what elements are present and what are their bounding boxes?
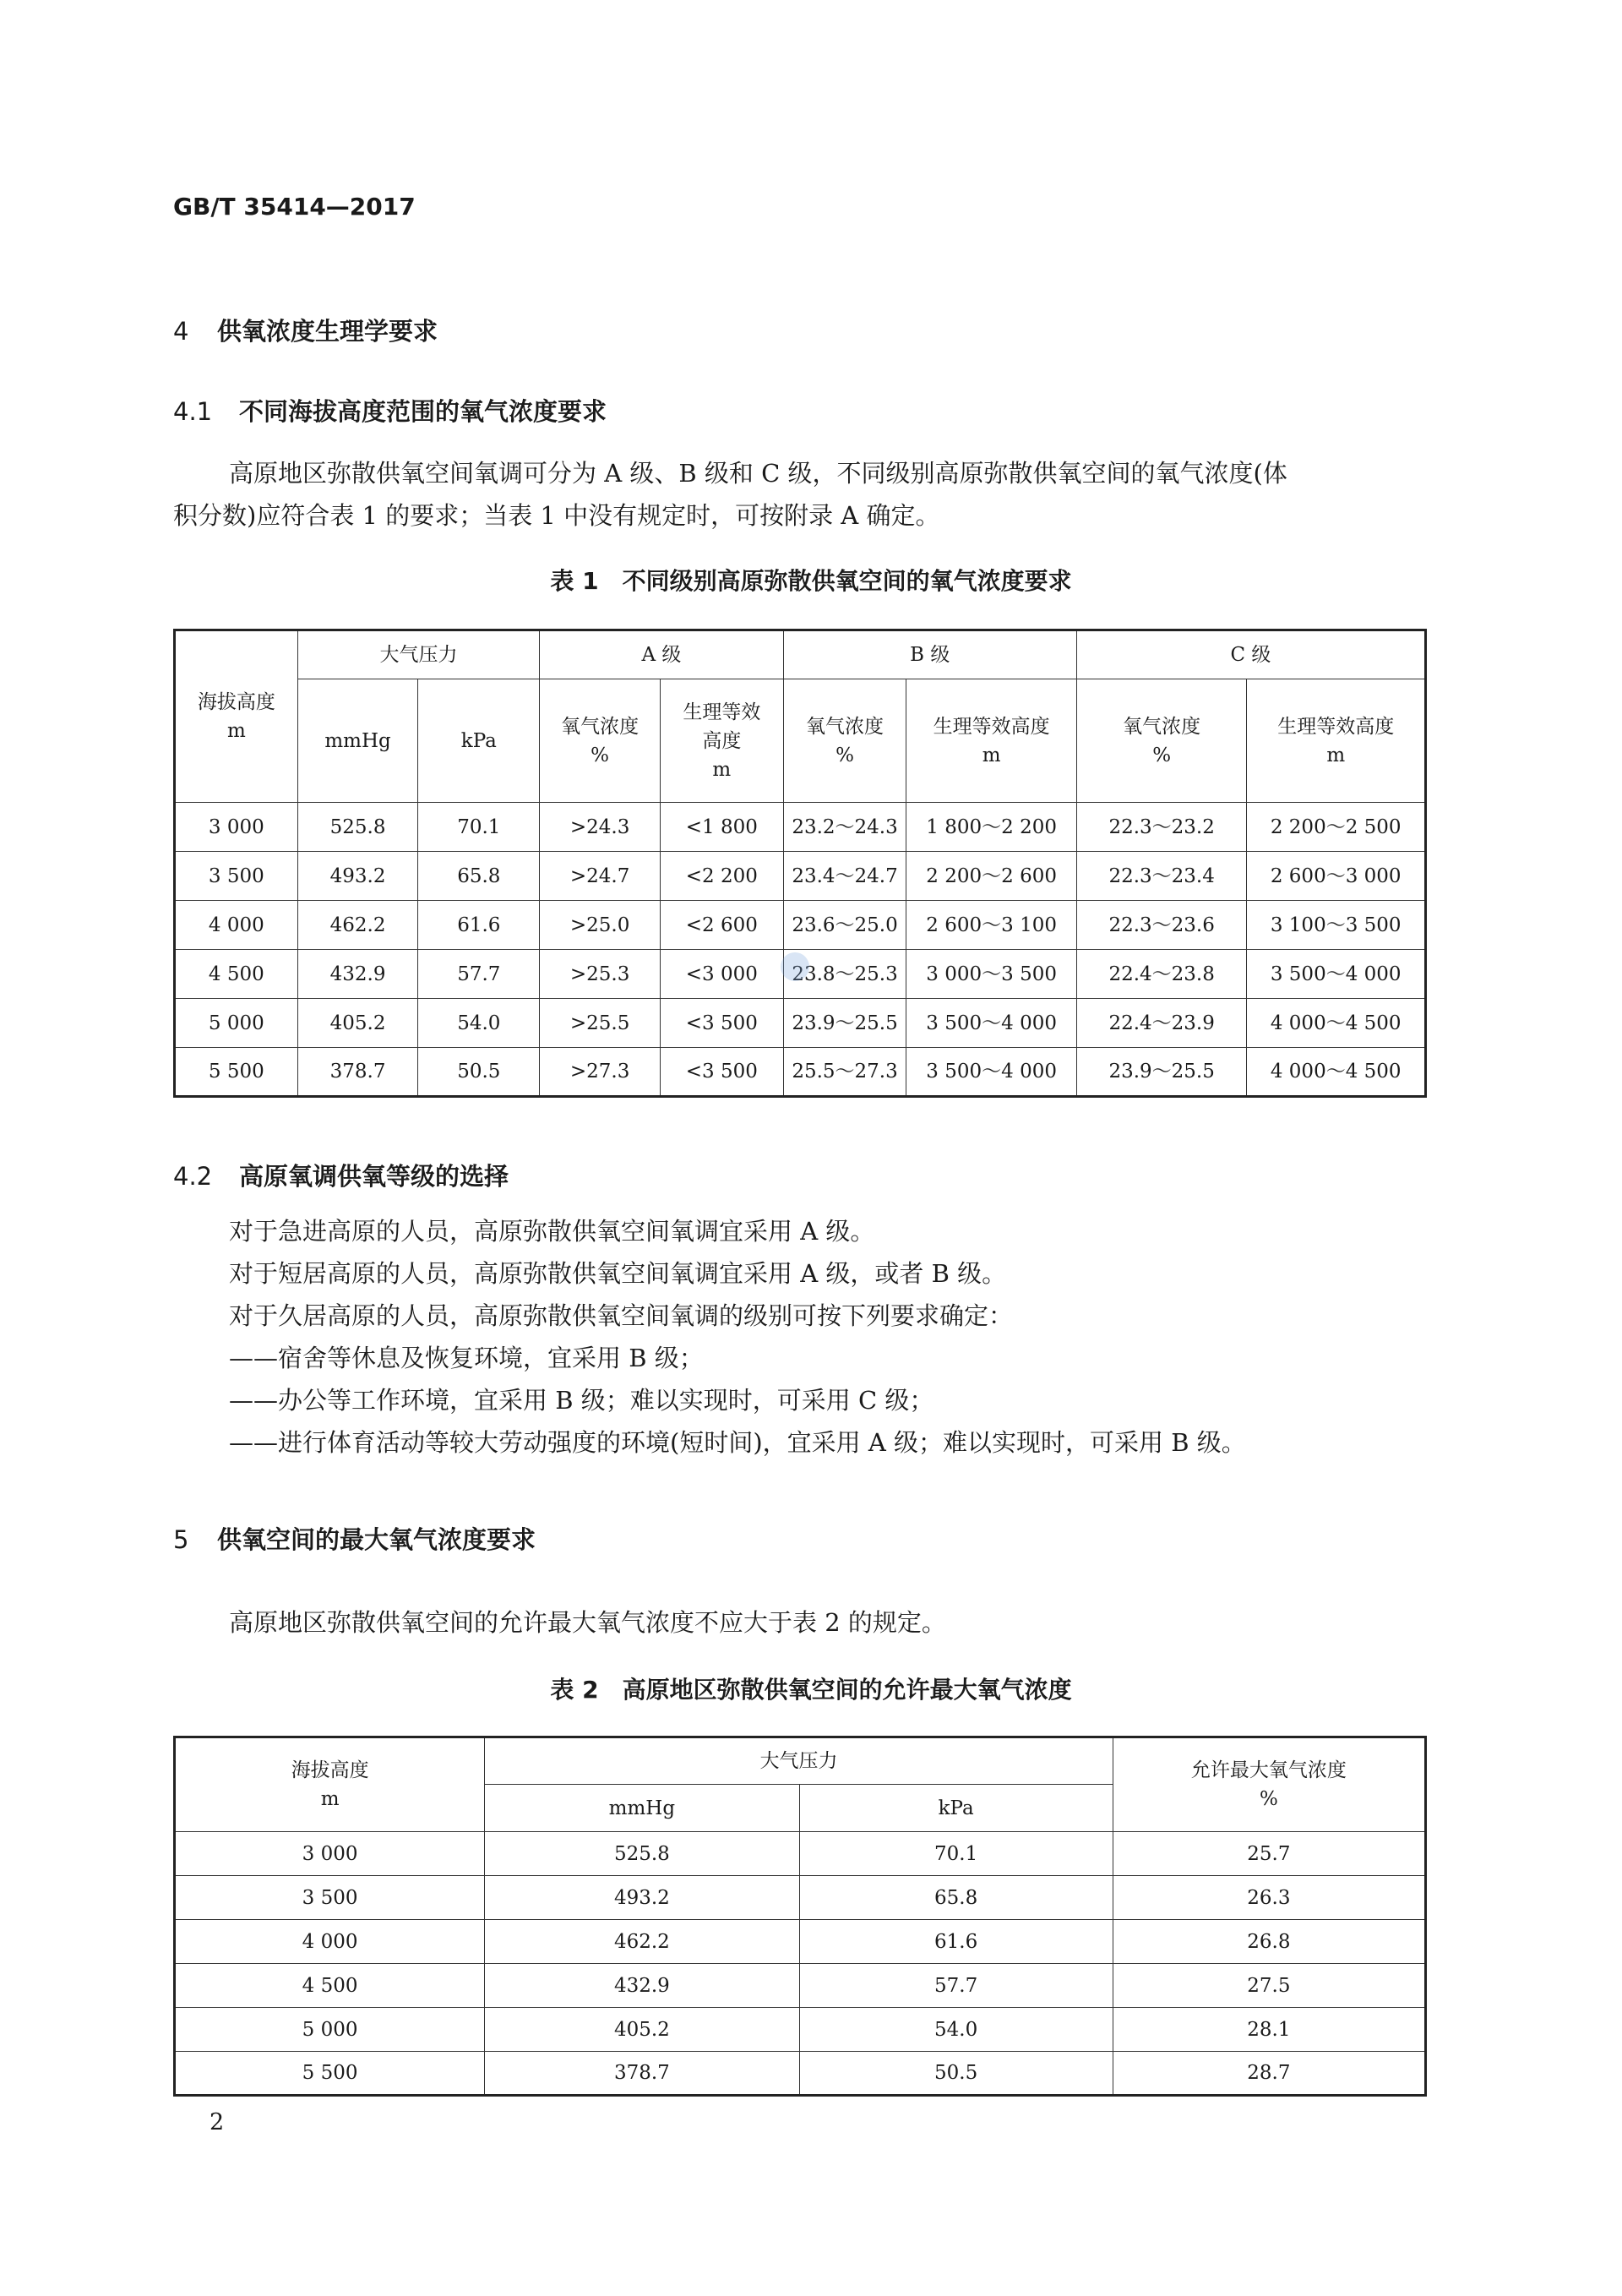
table-cell: 525.8 [297, 803, 418, 852]
table-cell: 3 100～3 500 [1247, 901, 1426, 950]
pressure-header: 大气压力 [485, 1737, 1113, 1785]
table-cell: 493.2 [485, 1876, 799, 1920]
table-cell: 5 000 [175, 2008, 485, 2052]
table-1 [173, 629, 1427, 1098]
table-cell: 61.6 [418, 901, 540, 950]
paragraph-line: 对于急进高原的人员，高原弥散供氧空间氧调宜采用 A 级。 [229, 1217, 875, 1246]
table-row [175, 1876, 1426, 1920]
a-equiv-header: 生理等效 高度 m [660, 679, 783, 803]
table-cell: 3 000 [175, 1832, 485, 1876]
section-4-2-heading [173, 1158, 509, 1192]
table-cell: 493.2 [297, 852, 418, 901]
table-cell: 25.5～27.3 [783, 1048, 906, 1097]
table-cell: 54.0 [418, 999, 540, 1048]
section-title: 不同海拔高度范围的氧气浓度要求 [239, 397, 607, 426]
mmhg-header: mmHg [485, 1785, 799, 1832]
table-cell: 462.2 [485, 1920, 799, 1964]
table-cell: 3 500 [175, 1876, 485, 1920]
table-row [175, 1964, 1426, 2008]
table-row [175, 901, 1426, 950]
c-o2-header: 氧气浓度 % [1076, 679, 1247, 803]
table-cell: 3 500～4 000 [906, 999, 1077, 1048]
table-cell: 22.4～23.9 [1076, 999, 1247, 1048]
table-row [175, 2008, 1426, 2052]
grade-a-header: A 级 [540, 630, 783, 679]
table-2 [173, 1736, 1427, 2097]
table-cell: 23.2～24.3 [783, 803, 906, 852]
table-cell: 2 200～2 500 [1247, 803, 1426, 852]
table-row [175, 803, 1426, 852]
table-cell: 70.1 [799, 1832, 1113, 1876]
table-cell: 70.1 [418, 803, 540, 852]
table-cell: 27.5 [1113, 1964, 1425, 2008]
table-cell: 23.9～25.5 [1076, 1048, 1247, 1097]
max-o2-header: 允许最大氧气浓度 % [1113, 1737, 1425, 1832]
table-2-caption: 表 2 高原地区弥散供氧空间的允许最大氧气浓度 [550, 1676, 1072, 1704]
table-cell: 3 000 [175, 803, 298, 852]
table-cell: 5 000 [175, 999, 298, 1048]
table-cell: 25.7 [1113, 1832, 1425, 1876]
table-cell: 3 500～4 000 [1247, 950, 1426, 999]
table-cell: 50.5 [799, 2052, 1113, 2096]
table-cell: 28.1 [1113, 2008, 1425, 2052]
mmhg-header: mmHg [297, 679, 418, 803]
table-cell: 4 500 [175, 1964, 485, 2008]
altitude-header: 海拔高度 m [175, 630, 298, 803]
section-title: 供氧浓度生理学要求 [217, 317, 438, 346]
pressure-header: 大气压力 [297, 630, 540, 679]
section-5-paragraph [173, 1601, 1440, 1644]
table-cell: 65.8 [799, 1876, 1113, 1920]
section-5-heading [173, 1521, 536, 1556]
section-4-2-body [173, 1210, 1440, 1464]
table-cell: 432.9 [297, 950, 418, 999]
table-cell: >25.0 [540, 901, 661, 950]
table-cell: <3 500 [660, 999, 783, 1048]
table-cell: 65.8 [418, 852, 540, 901]
table-cell: 22.3～23.2 [1076, 803, 1247, 852]
table-cell: 525.8 [485, 1832, 799, 1876]
table-cell: >24.7 [540, 852, 661, 901]
section-number: 4 [173, 317, 189, 346]
section-4-heading [173, 313, 438, 347]
table-cell: >24.3 [540, 803, 661, 852]
table-cell: 4 000～4 500 [1247, 999, 1426, 1048]
table-cell: 57.7 [799, 1964, 1113, 2008]
table-cell: 28.7 [1113, 2052, 1425, 2096]
section-4-1-heading [173, 393, 607, 428]
b-o2-header: 氧气浓度 % [783, 679, 906, 803]
kpa-header: kPa [418, 679, 540, 803]
section-number: 4.2 [173, 1162, 213, 1191]
table-cell: 57.7 [418, 950, 540, 999]
table-row [175, 852, 1426, 901]
grade-c-header: C 级 [1076, 630, 1425, 679]
a-o2-header: 氧气浓度 % [540, 679, 661, 803]
altitude-header: 海拔高度 m [175, 1737, 485, 1832]
table-cell: 23.6～25.0 [783, 901, 906, 950]
table-cell: 23.9～25.5 [783, 999, 906, 1048]
paragraph-line: 高原地区弥散供氧空间的允许最大氧气浓度不应大于表 2 的规定。 [229, 1608, 946, 1637]
section-title: 高原氧调供氧等级的选择 [239, 1162, 509, 1191]
section-4-1-paragraph [173, 452, 1440, 537]
paragraph-line: 对于久居高原的人员，高原弥散供氧空间氧调的级别可按下列要求确定： [229, 1301, 1014, 1330]
kpa-header: kPa [799, 1785, 1113, 1832]
table-cell: 2 600～3 100 [906, 901, 1077, 950]
table-cell: 26.3 [1113, 1876, 1425, 1920]
table-cell: 1 800～2 200 [906, 803, 1077, 852]
table-cell: 378.7 [485, 2052, 799, 2096]
list-item: ——进行体育活动等较大劳动强度的环境(短时间)，宜采用 A 级；难以实现时，可采用 B 级。 [229, 1428, 1246, 1457]
table-1-caption: 表 1 不同级别高原弥散供氧空间的氧气浓度要求 [550, 567, 1072, 595]
table-cell: 4 000 [175, 1920, 485, 1964]
table-cell: <1 800 [660, 803, 783, 852]
c-equiv-header: 生理等效高度 m [1247, 679, 1426, 803]
table-cell: <2 600 [660, 901, 783, 950]
table-cell: 405.2 [297, 999, 418, 1048]
standard-number: GB/T 35414—2017 [173, 193, 416, 221]
table-cell: 26.8 [1113, 1920, 1425, 1964]
table-cell: 22.3～23.6 [1076, 901, 1247, 950]
table-row [175, 1832, 1426, 1876]
table-cell: 54.0 [799, 2008, 1113, 2052]
table-cell: 432.9 [485, 1964, 799, 2008]
table-cell: <3 500 [660, 1048, 783, 1097]
table-cell: 2 600～3 000 [1247, 852, 1426, 901]
table-cell: 23.4～24.7 [783, 852, 906, 901]
table-cell: 4 000 [175, 901, 298, 950]
table-cell: 405.2 [485, 2008, 799, 2052]
table-row [175, 1920, 1426, 1964]
table-cell: 50.5 [418, 1048, 540, 1097]
table-cell: <3 000 [660, 950, 783, 999]
list-item: ——办公等工作环境，宜采用 B 级；难以实现时，可采用 C 级； [229, 1386, 934, 1415]
section-number: 5 [173, 1525, 189, 1554]
table-cell: 4 000～4 500 [1247, 1048, 1426, 1097]
paragraph-line: 对于短居高原的人员，高原弥散供氧空间氧调宜采用 A 级，或者 B 级。 [229, 1259, 1007, 1288]
table-cell: 61.6 [799, 1920, 1113, 1964]
table-cell: 3 500～4 000 [906, 1048, 1077, 1097]
list-item: ——宿舍等休息及恢复环境，宜采用 B 级； [229, 1344, 704, 1372]
section-title: 供氧空间的最大氧气浓度要求 [217, 1525, 536, 1554]
table-cell: 3 500 [175, 852, 298, 901]
table-cell: 462.2 [297, 901, 418, 950]
table-cell: 22.4～23.8 [1076, 950, 1247, 999]
grade-b-header: B 级 [783, 630, 1076, 679]
table-row [175, 2052, 1426, 2096]
table-cell: 23.8～25.3 [783, 950, 906, 999]
table-cell: 5 500 [175, 1048, 298, 1097]
table-cell: 378.7 [297, 1048, 418, 1097]
page-number: 2 [210, 2109, 225, 2135]
table-cell: >25.3 [540, 950, 661, 999]
table-cell: 3 000～3 500 [906, 950, 1077, 999]
table-cell: 2 200～2 600 [906, 852, 1077, 901]
table-cell: 5 500 [175, 2052, 485, 2096]
table-cell: <2 200 [660, 852, 783, 901]
paragraph-line: 积分数)应符合表 1 的要求；当表 1 中没有规定时，可按附录 A 确定。 [173, 501, 940, 530]
section-number: 4.1 [173, 397, 213, 426]
b-equiv-header: 生理等效高度 m [906, 679, 1077, 803]
table-row [175, 1048, 1426, 1097]
watermark-dot [781, 952, 809, 981]
table-cell: >27.3 [540, 1048, 661, 1097]
table-cell: >25.5 [540, 999, 661, 1048]
paragraph-line: 高原地区弥散供氧空间氧调可分为 A 级、B 级和 C 级，不同级别高原弥散供氧空间的氧气浓度(体 [229, 459, 1287, 488]
table-row [175, 999, 1426, 1048]
table-cell: 4 500 [175, 950, 298, 999]
table-cell: 22.3～23.4 [1076, 852, 1247, 901]
